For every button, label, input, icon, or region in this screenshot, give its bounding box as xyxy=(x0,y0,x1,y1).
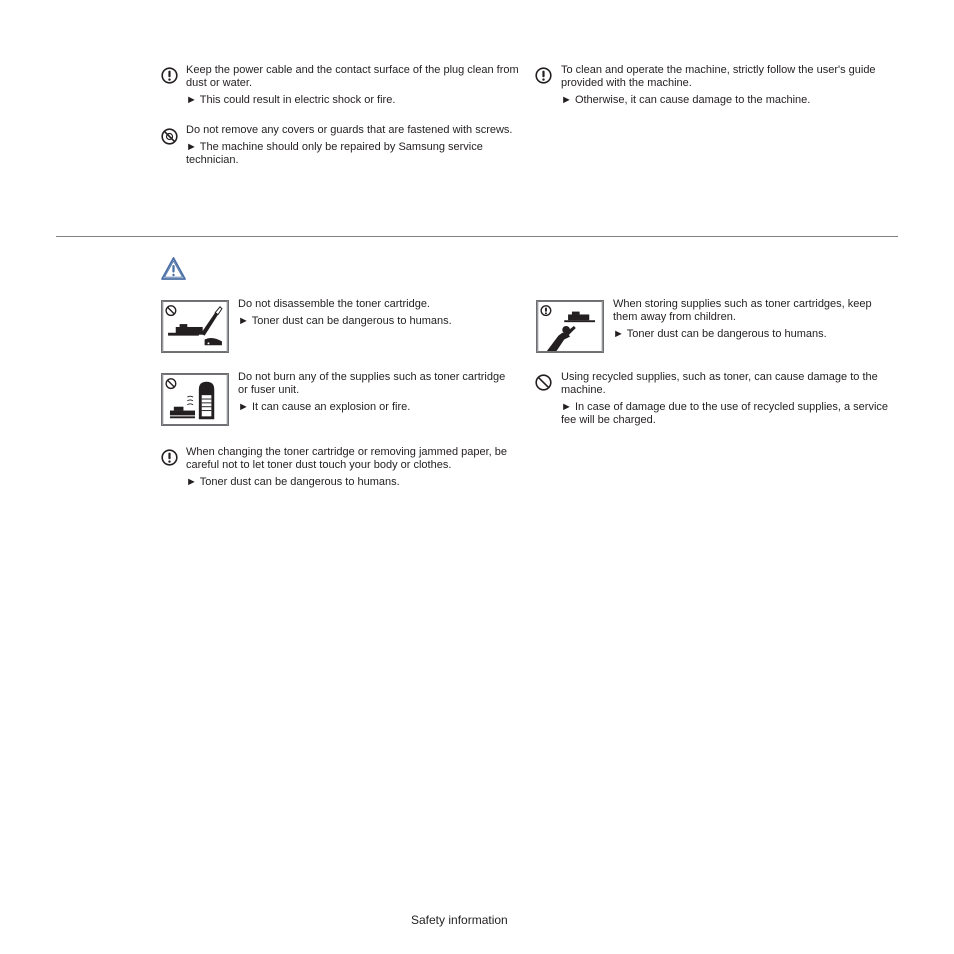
keep-away-children-icon xyxy=(536,300,604,353)
item-text: Do not disassemble the toner cartridge. xyxy=(238,298,430,310)
item-consequence: ► Toner dust can be dangerous to humans. xyxy=(238,315,452,327)
no-disassemble-toner-icon xyxy=(161,300,229,353)
item-text: Do not burn any of the supplies such as toner cartridge or fuser unit. xyxy=(238,371,506,396)
item-consequence: ► This could result in electric shock or fire. xyxy=(186,94,396,106)
safety-item-children xyxy=(613,298,898,341)
safety-item-disassemble-toner xyxy=(238,298,518,328)
caution-triangle-icon xyxy=(160,256,187,281)
no-burn-supplies-icon xyxy=(161,373,229,426)
safety-item-recycled-supplies xyxy=(561,371,891,427)
item-text: To clean and operate the machine, strictly follow the user's guide provided with the machine. xyxy=(561,64,876,89)
safety-item-user-guide xyxy=(561,64,886,107)
safety-item-covers xyxy=(186,124,516,167)
no-disassemble-icon xyxy=(161,128,178,145)
exclamation-circle-icon xyxy=(161,67,178,84)
item-consequence: ► It can cause an explosion or fire. xyxy=(238,401,411,413)
item-consequence: ► Toner dust can be dangerous to humans. xyxy=(613,328,827,340)
safety-item-toner-dust xyxy=(186,446,518,489)
exclamation-circle-icon xyxy=(535,67,552,84)
item-consequence: ► In case of damage due to the use of recycled supplies, a service fee will be charged. xyxy=(561,401,889,426)
item-text: When storing supplies such as toner cartridges, keep them away from children. xyxy=(613,298,872,323)
item-text: Using recycled supplies, such as toner, can cause damage to the machine. xyxy=(561,371,878,396)
safety-item-burn-supplies xyxy=(238,371,513,414)
section-divider xyxy=(56,236,898,237)
item-text: When changing the toner cartridge or removing jammed paper, be careful not to let toner dust touch your body or clothes. xyxy=(186,446,508,471)
item-consequence: ► Toner dust can be dangerous to humans. xyxy=(186,476,400,488)
exclamation-circle-icon xyxy=(161,449,178,466)
item-text: Keep the power cable and the contact surface of the plug clean from dust or water. xyxy=(186,64,519,89)
page-footer: Safety information xyxy=(411,913,508,927)
safety-item-power-cable xyxy=(186,64,521,107)
item-consequence: ► Otherwise, it can cause damage to the machine. xyxy=(561,94,811,106)
item-text: Do not remove any covers or guards that are fastened with screws. xyxy=(186,124,513,136)
prohibited-circle-icon xyxy=(535,374,552,391)
item-consequence: ► The machine should only be repaired by Samsung service technician. xyxy=(186,141,483,166)
